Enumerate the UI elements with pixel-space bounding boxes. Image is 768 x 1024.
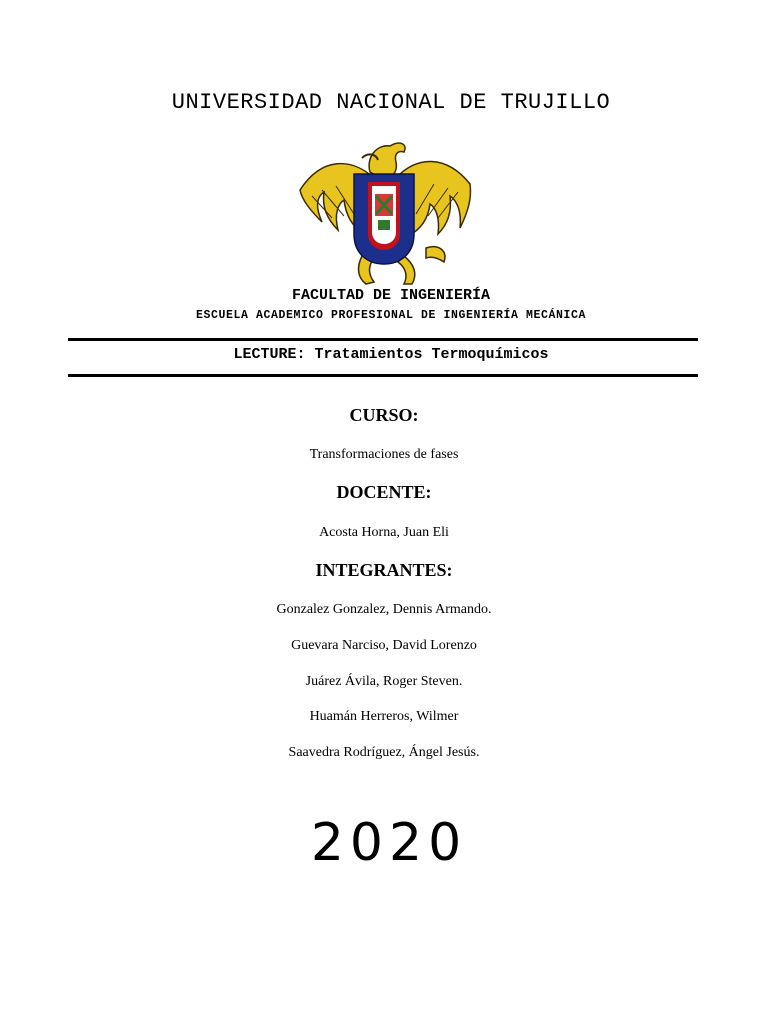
course-name: Transformaciones de fases [309, 447, 459, 462]
university-title: UNIVERSIDAD NACIONAL DE TRUJILLO [171, 90, 611, 115]
course-heading: CURSO: [349, 405, 419, 425]
member-item: Juárez Ávila, Roger Steven. [305, 674, 463, 689]
university-crest-icon [292, 138, 476, 288]
lecture-title: LECTURE: Tratamientos Termoquímicos [233, 346, 549, 363]
school-name: ESCUELA ACADEMICO PROFESIONAL DE INGENIERÍA MECÁNICA [195, 309, 587, 322]
member-item: Saavedra Rodríguez, Ángel Jesús. [288, 745, 480, 760]
top-divider [68, 338, 698, 341]
faculty-name: FACULTAD DE INGENIERÍA [291, 287, 491, 304]
bottom-divider [68, 374, 698, 377]
member-item: Huamán Herreros, Wilmer [309, 709, 459, 724]
member-item: Gonzalez Gonzalez, Dennis Armando. [276, 602, 492, 617]
teacher-name: Acosta Horna, Juan Eli [319, 525, 449, 540]
member-item: Guevara Narciso, David Lorenzo [291, 638, 477, 653]
year: 2020 [310, 813, 468, 873]
members-heading: INTEGRANTES: [315, 560, 453, 580]
teacher-heading: DOCENTE: [336, 482, 432, 502]
